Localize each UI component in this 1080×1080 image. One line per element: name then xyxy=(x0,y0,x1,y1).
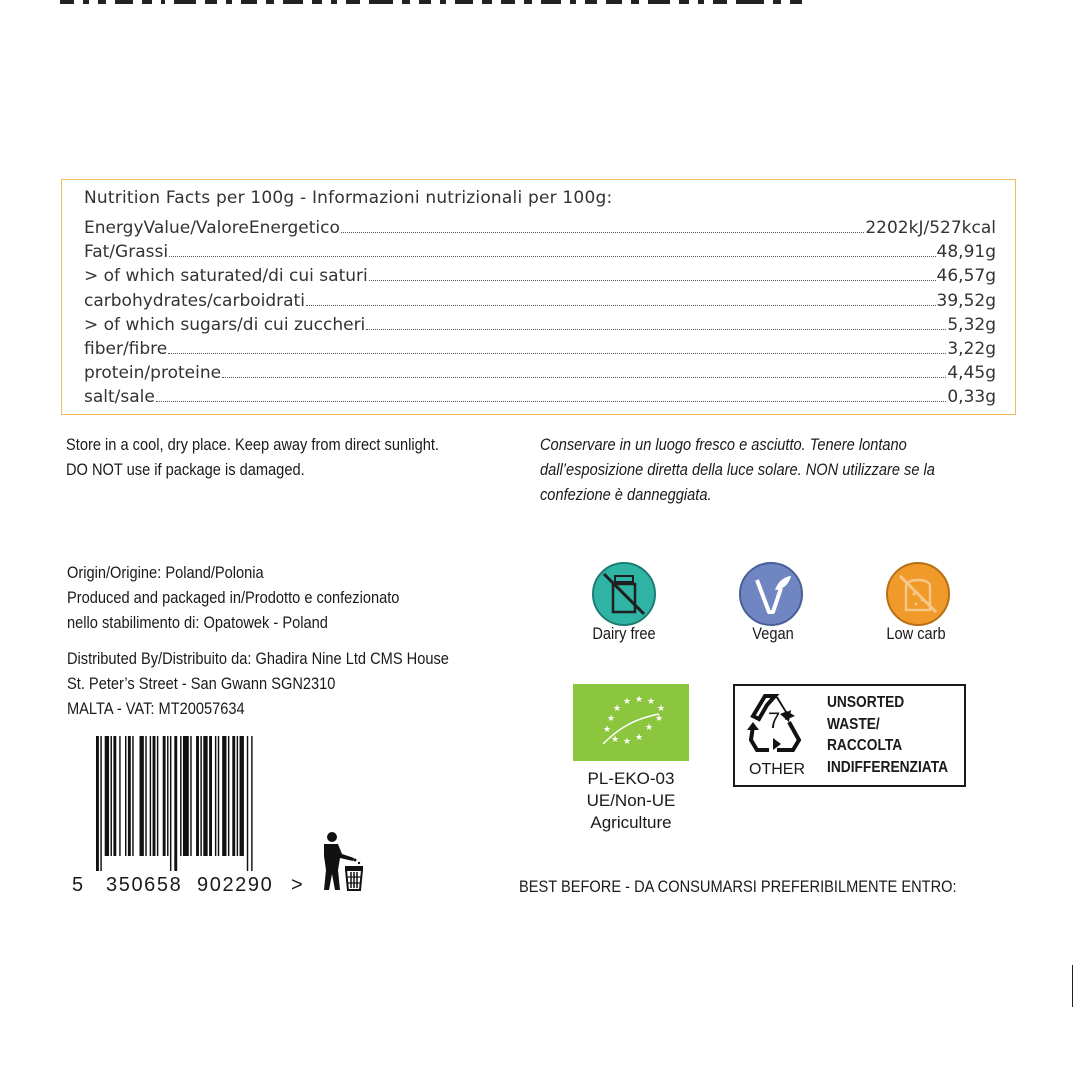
nutrition-label: carbohydrates/carboidrati xyxy=(84,290,305,311)
cropped-glyph xyxy=(698,0,704,4)
storage-it-line: Conservare in un luogo fresco e asciutto. Tenere lontano xyxy=(540,435,907,454)
nutrition-value: 0,33g xyxy=(947,387,996,408)
barcode-bar xyxy=(203,736,207,856)
cropped-glyph xyxy=(679,0,689,4)
barcode-bar xyxy=(218,736,219,856)
svg-text:★: ★ xyxy=(607,714,616,724)
cropped-glyph xyxy=(331,0,337,4)
cropped-glyph xyxy=(266,0,274,4)
barcode-bar xyxy=(251,736,252,871)
cropped-glyph xyxy=(174,0,196,4)
barcode-bar xyxy=(237,736,238,856)
nutrition-table xyxy=(61,179,1016,415)
nutrition-row xyxy=(84,335,996,359)
cropped-glyph xyxy=(226,0,232,4)
barcode-first-digit: 5 xyxy=(72,874,85,896)
cropped-glyph xyxy=(790,0,802,4)
storage-en-line: DO NOT use if package is damaged. xyxy=(66,460,305,479)
storage-en-line: Store in a cool, dry place. Keep away from direct sunlight. xyxy=(66,435,439,454)
dairy-free-icon xyxy=(592,562,656,626)
eu-organic-logo xyxy=(573,684,689,761)
cropped-glyph xyxy=(713,0,727,4)
origin-line: Origin/Origine: Poland/Polonia xyxy=(67,563,264,582)
nutrition-label: EnergyValue/ValoreEnergetico xyxy=(84,218,340,238)
cropped-glyph xyxy=(83,0,89,4)
barcode-bar xyxy=(183,736,189,856)
recycle-number: 7 xyxy=(768,708,781,733)
cropped-glyph xyxy=(440,0,446,4)
dairy-free-badge xyxy=(592,562,656,626)
barcode-bar xyxy=(100,736,101,871)
barcode-bar xyxy=(167,736,168,856)
vegan-label: Vegan xyxy=(752,624,794,643)
barcode-bar xyxy=(113,736,116,856)
barcode-end-mark: > xyxy=(291,874,305,896)
barcode-bar xyxy=(228,736,229,856)
recycle-line: RACCOLTA xyxy=(827,737,903,754)
barcode-bar xyxy=(150,736,151,856)
nutrition-value: 5,32g xyxy=(947,314,996,335)
recycle-instructions xyxy=(827,692,948,778)
nutrition-row xyxy=(84,262,996,286)
nutrition-label: fiber/fibre xyxy=(84,339,168,359)
organic-code-line: UE/Non-UE xyxy=(586,791,676,810)
barcode-bar xyxy=(153,736,156,856)
cropped-glyph xyxy=(501,0,515,4)
origin-line: Produced and packaged in/Prodotto e confezionato xyxy=(67,588,400,607)
barcode xyxy=(96,736,291,871)
cropped-top-text xyxy=(60,0,990,6)
cropped-glyph xyxy=(419,0,431,4)
nutrition-row xyxy=(84,238,996,262)
svg-text:★: ★ xyxy=(645,723,654,733)
cropped-glyph xyxy=(402,0,410,4)
barcode-bar xyxy=(119,736,120,856)
svg-text:★: ★ xyxy=(635,695,644,705)
nutrition-value: 39,52g xyxy=(936,290,996,311)
dot-leader xyxy=(222,377,946,378)
barcode-bar xyxy=(209,736,212,856)
cropped-glyph xyxy=(98,0,106,4)
cropped-glyph xyxy=(631,0,639,4)
cropped-glyph xyxy=(648,0,670,4)
distributor-line: St. Peter’s Street - San Gwann SGN2310 xyxy=(67,674,336,693)
barcode-bar xyxy=(96,736,99,871)
cropped-glyph xyxy=(541,0,561,4)
dot-leader xyxy=(306,305,936,306)
cropped-glyph xyxy=(736,0,764,4)
barcode-bar xyxy=(163,736,166,856)
barcode-bar xyxy=(105,736,109,856)
svg-text:★: ★ xyxy=(635,733,644,743)
svg-text:★: ★ xyxy=(603,725,612,735)
vegan-badge xyxy=(739,562,803,626)
cropped-glyph xyxy=(283,0,303,4)
cropped-glyph xyxy=(312,0,322,4)
nutrition-label: > of which saturated/di cui saturi xyxy=(84,266,368,287)
organic-code-line: PL-EKO-03 xyxy=(587,769,675,788)
nutrition-label: protein/proteine xyxy=(84,363,222,384)
svg-text:★: ★ xyxy=(655,714,664,724)
svg-text:★: ★ xyxy=(657,704,666,714)
organic-code-line: Agriculture xyxy=(590,813,672,832)
dot-leader xyxy=(341,232,864,233)
nutrition-value: 3,22g xyxy=(947,339,996,359)
barcode-bar xyxy=(132,736,133,856)
barcode-bar xyxy=(174,736,177,871)
barcode-bar xyxy=(247,736,248,871)
distributor-text xyxy=(67,646,449,721)
barcode-bar xyxy=(170,736,171,871)
low-carb-badge xyxy=(886,562,950,626)
low-carb-icon xyxy=(886,562,950,626)
recycle-line: UNSORTED xyxy=(827,694,905,711)
nutrition-row xyxy=(84,359,996,383)
crop-mark xyxy=(1072,965,1073,1007)
recycling-info xyxy=(733,684,966,787)
nutrition-title: Nutrition Facts per 100g - Informazioni nutrizionali per 100g: xyxy=(84,188,613,208)
nutrition-label: Fat/Grassi xyxy=(84,242,169,263)
svg-text:★: ★ xyxy=(611,735,620,745)
dot-leader xyxy=(156,401,946,402)
storage-text-it xyxy=(540,432,935,507)
cropped-glyph xyxy=(570,0,576,4)
barcode-bar xyxy=(222,736,226,856)
dairy-free-label: Dairy free xyxy=(592,624,656,643)
nutrition-label: salt/sale xyxy=(84,387,155,408)
storage-text-en xyxy=(66,432,439,482)
barcode-left-digits: 350658 xyxy=(106,874,183,896)
svg-text:★: ★ xyxy=(623,737,632,747)
svg-text:★: ★ xyxy=(647,697,656,707)
origin-text xyxy=(67,560,399,635)
origin-line: nello stabilimento di: Opatowek - Poland xyxy=(67,613,328,632)
barcode-bar xyxy=(180,736,181,856)
organic-code xyxy=(573,768,689,834)
barcode-bar xyxy=(111,736,112,856)
cropped-glyph xyxy=(524,0,532,4)
low-carb-label: Low carb xyxy=(886,624,946,643)
barcode-bar xyxy=(200,736,201,856)
barcode-bar xyxy=(145,736,146,856)
nutrition-value: 2202kJ/527kcal xyxy=(865,218,996,238)
cropped-glyph xyxy=(606,0,622,4)
cropped-glyph xyxy=(346,0,360,4)
cropped-glyph xyxy=(585,0,597,4)
dot-leader xyxy=(366,329,946,330)
barcode-bar xyxy=(215,736,216,856)
cropped-glyph xyxy=(142,0,152,4)
svg-text:★: ★ xyxy=(623,697,632,707)
barcode-bar xyxy=(157,736,158,856)
cropped-glyph xyxy=(241,0,257,4)
barcode-bar xyxy=(232,736,235,856)
svg-text:★: ★ xyxy=(613,704,622,714)
cropped-glyph xyxy=(369,0,393,4)
cropped-glyph xyxy=(205,0,217,4)
recycle-line: INDIFFERENZIATA xyxy=(827,758,949,776)
best-before: BEST BEFORE - DA CONSUMARSI PREFERIBILMENTE ENTRO: xyxy=(519,877,957,896)
tidyman-icon xyxy=(318,830,368,897)
recycle-code: OTHER xyxy=(749,761,805,778)
barcode-bar xyxy=(125,736,126,856)
barcode-bar xyxy=(190,736,191,856)
barcode-bar xyxy=(140,736,144,856)
nutrition-value: 48,91g xyxy=(936,242,996,263)
cropped-glyph xyxy=(482,0,492,4)
cropped-glyph xyxy=(115,0,133,4)
recycle-line: WASTE/ xyxy=(827,715,880,733)
dot-leader xyxy=(369,280,936,281)
barcode-bar xyxy=(240,736,244,856)
nutrition-value: 46,57g xyxy=(936,266,996,287)
barcode-right-digits: 902290 xyxy=(197,874,274,896)
nutrition-row xyxy=(84,383,996,407)
nutrition-row xyxy=(84,311,996,335)
cropped-glyph xyxy=(773,0,781,4)
cropped-glyph xyxy=(455,0,473,4)
cropped-glyph xyxy=(161,0,165,4)
nutrition-label: > of which sugars/di cui zuccheri xyxy=(84,314,366,335)
storage-it-line: confezione è danneggiata. xyxy=(540,485,712,504)
storage-it-line: dall’esposizione diretta della luce solare. NON utilizzare se la xyxy=(540,460,935,479)
barcode-bar xyxy=(128,736,131,856)
nutrition-row xyxy=(84,287,996,311)
distributor-line: MALTA - VAT: MT20057634 xyxy=(67,699,245,718)
cropped-glyph xyxy=(60,0,74,4)
barcode-bar xyxy=(196,736,199,856)
vegan-icon xyxy=(739,562,803,626)
dot-leader xyxy=(168,353,946,354)
nutrition-row xyxy=(84,214,996,238)
nutrition-value: 4,45g xyxy=(947,363,996,384)
distributor-line: Distributed By/Distribuito da: Ghadira Nine Ltd CMS House xyxy=(67,649,449,668)
dot-leader xyxy=(169,256,935,257)
